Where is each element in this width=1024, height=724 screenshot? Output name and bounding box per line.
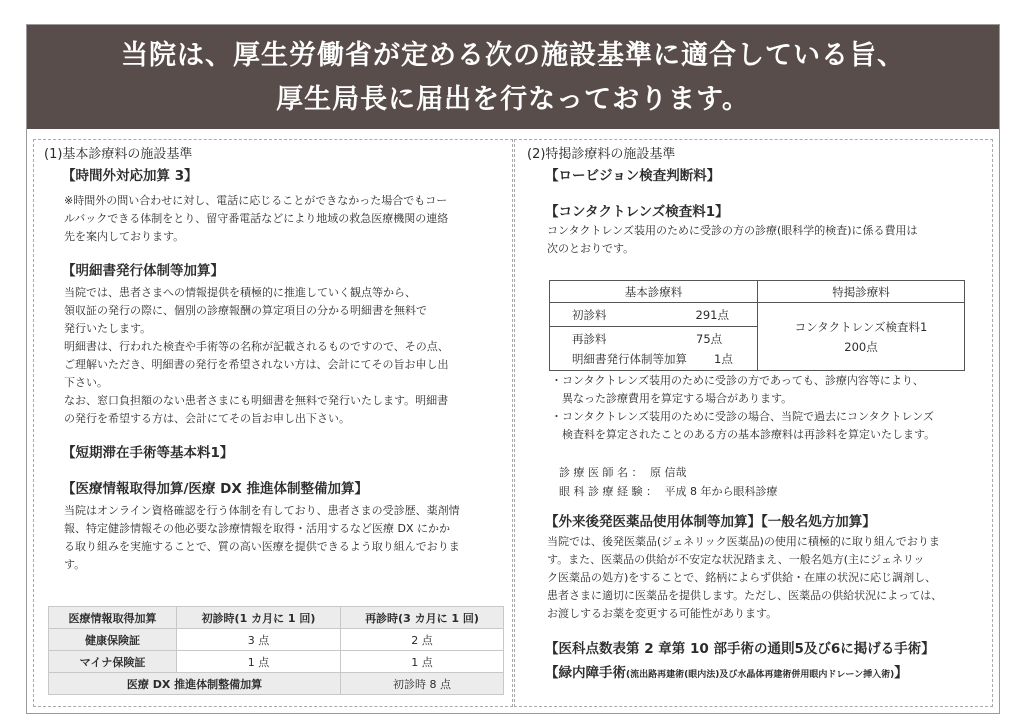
table-header-row: [49, 607, 504, 629]
table-row: [550, 303, 965, 327]
text-line: す。: [64, 558, 86, 571]
notice-board: [26, 24, 1000, 714]
text-line: 下さい。: [64, 376, 108, 389]
text-line: ・コンタクトレンズ装用のために受診の場合、当院で過去にコンタクトレンズ: [551, 410, 934, 423]
table-cell: マイナ保険証: [49, 651, 177, 673]
iryo-dx-table: [48, 606, 504, 695]
table-cell: [758, 303, 965, 371]
tanki-heading: 【短期滞在手術等基本料1】: [62, 445, 234, 461]
text-line: の発行を希望する方は、会計にてその旨お申し出下さい。: [64, 412, 350, 425]
header-banner: [27, 25, 999, 129]
table-cell: 1 点: [341, 651, 504, 673]
fee-label: 初診料: [572, 307, 607, 322]
meisai-body: [64, 284, 449, 428]
text-line: 当院では、後発医薬品(ジェネリック医薬品)の使用に積極的に取り組んでおりま: [547, 535, 940, 548]
glaucoma-title: 【緑内障手術: [545, 665, 626, 681]
glaucoma-detail: (流出路再建術(眼内法)及び水晶体再建術併用眼内ドレーン挿入術): [626, 670, 895, 680]
table-row: [49, 673, 504, 695]
text-line: ルバックできる体制をとり、留守番電話などにより地域の救急医療機関の連絡: [64, 212, 449, 225]
table-row: [49, 629, 504, 651]
banner-line-2: 厚生局長に届出を行なっております。: [276, 84, 750, 115]
text-line: 報、特定健診情報その他必要な診療情報を取得・活用するなど医療 DX にかか: [64, 522, 450, 535]
table-cell: [550, 303, 758, 327]
table-cell: 健康保険証: [49, 629, 177, 651]
surgery-heading: 【医科点数表第 2 章第 10 部手術の通則5及び6に掲げる手術】: [545, 641, 935, 657]
text-line: 当院はオンライン資格確認を行う体制を有しており、患者さまの受診歴、薬剤情: [64, 504, 460, 517]
banner-line-1: 当院は、厚生労働省が定める次の施設基準に適合している旨、: [121, 40, 905, 71]
meisai-heading: 【明細書発行体制等加算】: [62, 263, 224, 279]
text-line: 次のとおりです。: [547, 242, 635, 255]
text-line: す。また、医薬品の供給が不安定な状況踏まえ、一般名処方(主にジェネリッ: [547, 553, 925, 566]
contact-notes: [551, 372, 935, 444]
fee-line: [572, 329, 757, 349]
fee-label: 再診料: [572, 331, 607, 346]
generic-drug-heading: 【外来後発医薬品使用体制等加算】【一般名処方加算】: [545, 514, 876, 530]
table-header: 初診時(1 カ月に 1 回): [177, 607, 341, 629]
doctor-line: [559, 464, 686, 482]
text-line: ク医薬品の処方)をすることで、銘柄によらず供給・在庫の状況に応じ調剤し、: [547, 571, 937, 584]
table-cell: 医療 DX 推進体制整備加算: [49, 673, 341, 695]
fee-line: [572, 349, 757, 369]
table-row: [49, 651, 504, 673]
glaucoma-close: 】: [894, 665, 908, 681]
text-line: なお、窓口負担額のない患者さまにも明細書を無料で発行いたします。明細書: [64, 394, 449, 407]
special-fees-column: [514, 139, 993, 707]
text-line: ・コンタクトレンズ装用のために受診の方であっても、診療内容等により、: [551, 374, 924, 387]
doctor-label: 診 療 医 師 名 ：: [559, 466, 643, 479]
text-line: 当院では、患者さまへの情報提供を積極的に推進していく観点等から、: [64, 286, 416, 299]
basic-fees-column: [33, 139, 513, 707]
experience-value: 平成 8 年から眼科診療: [664, 485, 778, 498]
basic-fees-title: (1)基本診療料の施設基準: [44, 147, 193, 162]
experience-label: 眼 科 診 療 経 験 ：: [559, 485, 657, 498]
table-cell: [550, 327, 758, 371]
text-line: 検査料を算定されたことのある方の基本診療料は再診料を算定いたします。: [551, 428, 936, 441]
text-line: ご理解いただき、明細書の発行を希望されない方は、会計にてその旨お申し出: [64, 358, 449, 371]
text-line: 明細書は、行われた検査や手術等の名称が記載されるものですので、その点、: [64, 340, 449, 353]
experience-line: [559, 483, 777, 501]
contact-fee-table: [549, 280, 965, 371]
table-header: 基本診療料: [550, 281, 758, 303]
iryo-dx-body: [64, 502, 460, 574]
table-header-row: [550, 281, 965, 303]
contact-body: [547, 222, 918, 258]
doctor-name: 原 信哉: [649, 466, 687, 479]
text-line: 領収証の発行の際に、個別の診療報酬の算定項目の分かる明細書を無料で: [64, 304, 427, 317]
text-line: 発行いたします。: [64, 322, 152, 335]
text-line: 異なった診療費用を算定する場合があります。: [551, 392, 793, 405]
text-line: 患者さまに適切に医薬品を提供します。ただし、医薬品の供給状況によっては、: [547, 589, 943, 602]
fee-value: 1点: [714, 351, 733, 366]
special-fees-title: (2)特掲診療料の施設基準: [527, 147, 676, 162]
table-header: 医療情報取得加算: [49, 607, 177, 629]
iryo-dx-heading: 【医療情報取得加算/医療 DX 推進体制整備加算】: [62, 481, 368, 497]
glaucoma-surgery-line: [545, 664, 908, 684]
generic-drug-body: [547, 533, 942, 623]
fee-value: 75点: [696, 331, 723, 346]
text-line: ※時間外の問い合わせに対し、電話に応じることができなかった場合でもコー: [64, 194, 448, 207]
table-cell: 初診時 8 点: [341, 673, 504, 695]
fee-label: 明細書発行体制等加算: [572, 351, 687, 366]
table-header: 特掲診療料: [758, 281, 965, 303]
table-cell: 1 点: [177, 651, 341, 673]
table-cell: 2 点: [341, 629, 504, 651]
fee-value: 291点: [695, 307, 729, 322]
contact-heading: 【コンタクトレンズ検査料1】: [545, 204, 729, 220]
jikangai-heading: 【時間外対応加算 3】: [62, 168, 198, 184]
special-fee-value: 200点: [844, 339, 878, 354]
table-cell: 3 点: [177, 629, 341, 651]
text-line: コンタクトレンズ装用のために受診の方の診療(眼科学的検査)に係る費用は: [547, 224, 918, 237]
special-fee-name: コンタクトレンズ検査料1: [794, 319, 928, 334]
jikangai-body: [64, 192, 448, 246]
text-line: 先を案内しております。: [64, 230, 185, 243]
table-header: 再診時(3 カ月に 1 回): [341, 607, 504, 629]
text-line: る取り組みを実施することで、質の高い医療を提供できるよう取り組んでおりま: [64, 540, 460, 553]
text-line: お渡しするお薬を変更する可能性があります。: [547, 607, 778, 620]
lowvision-heading: 【ロービジョン検査判断料】: [545, 168, 721, 184]
